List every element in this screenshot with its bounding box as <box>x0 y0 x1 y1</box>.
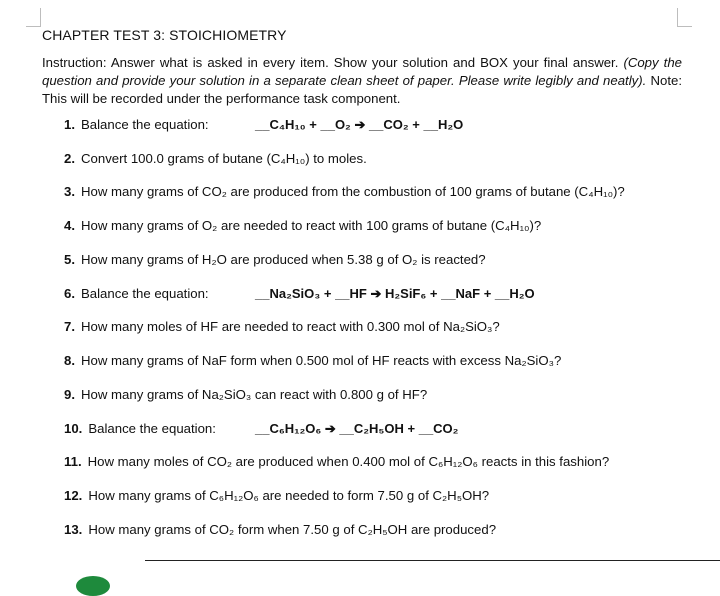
question-text: How many grams of CO₂ are produced from the combustion of 100 grams of butane (C₄H₁₀)? <box>81 184 625 199</box>
instruction-italic: (Copy the question and provide your solution in a separate clean sheet of paper. Please write legibly and neatly). <box>42 55 682 88</box>
question-number: 1. <box>64 117 75 132</box>
instruction-paragraph <box>42 54 682 108</box>
question-text: Balance the equation: <box>88 421 216 436</box>
question-item <box>64 319 500 334</box>
question-number: 6. <box>64 286 75 301</box>
question-text: How many grams of Na₂SiO₃ can react with 0.800 g of HF? <box>81 387 428 402</box>
crop-mark-top-left <box>26 8 41 27</box>
question-item <box>64 184 625 199</box>
question-item <box>64 488 489 503</box>
question-number: 13. <box>64 522 83 537</box>
question-number: 5. <box>64 252 75 267</box>
question-number: 10. <box>64 421 83 436</box>
question-number: 7. <box>64 319 75 334</box>
question-text: Balance the equation: <box>81 117 209 132</box>
question-text: How many grams of H₂O are produced when 5.38 g of O₂ is reacted? <box>81 252 486 267</box>
question-item <box>64 454 609 469</box>
question-number: 3. <box>64 184 75 199</box>
divider-line <box>145 560 720 561</box>
question-number: 8. <box>64 353 75 368</box>
question-item <box>64 151 367 166</box>
page-title: CHAPTER TEST 3: STOICHIOMETRY <box>42 27 287 43</box>
equation: __C₄H₁₀ + __O₂ ➔ __CO₂ + __H₂O <box>255 117 464 132</box>
question-item <box>64 252 486 267</box>
question-item <box>64 218 541 233</box>
question-text: How many moles of HF are needed to react with 0.300 mol of Na₂SiO₃? <box>81 319 500 334</box>
question-text: Convert 100.0 grams of butane (C₄H₁₀) to moles. <box>81 151 367 166</box>
question-number: 12. <box>64 488 83 503</box>
question-number: 4. <box>64 218 75 233</box>
question-item <box>64 387 427 402</box>
question-number: 11. <box>64 454 82 469</box>
green-circle-icon <box>76 576 110 596</box>
question-number: 2. <box>64 151 75 166</box>
question-item <box>64 286 209 301</box>
equation: __C₆H₁₂O₆ ➔ __C₂H₅OH + __CO₂ <box>255 421 459 436</box>
question-item <box>64 421 216 436</box>
question-text: How many grams of CO₂ form when 7.50 g of C₂H₅OH are produced? <box>88 522 497 537</box>
question-item <box>64 522 496 537</box>
crop-mark-top-right <box>677 8 692 27</box>
instruction-text: : Answer what is asked in every item. Show your solution and BOX your final answer. <box>102 55 624 70</box>
question-number: 9. <box>64 387 75 402</box>
question-item <box>64 353 561 368</box>
question-text: How many grams of NaF form when 0.500 mol of HF reacts with excess Na₂SiO₃? <box>81 353 562 368</box>
question-text: Balance the equation: <box>81 286 209 301</box>
question-text: How many moles of CO₂ are produced when 0.400 mol of C₆H₁₂O₆ reacts in this fashion? <box>87 454 610 469</box>
equation: __Na₂SiO₃ + __HF ➔ H₂SiF₆ + __NaF + __H₂O <box>255 286 535 301</box>
question-text: How many grams of C₆H₁₂O₆ are needed to form 7.50 g of C₂H₅OH? <box>88 488 490 503</box>
instruction-note: Note: This will be recorded under the performance task component. <box>42 73 682 106</box>
question-text: How many grams of O₂ are needed to react with 100 grams of butane (C₄H₁₀)? <box>81 218 542 233</box>
question-item <box>64 117 209 132</box>
instruction-label: Instruction <box>42 55 103 70</box>
